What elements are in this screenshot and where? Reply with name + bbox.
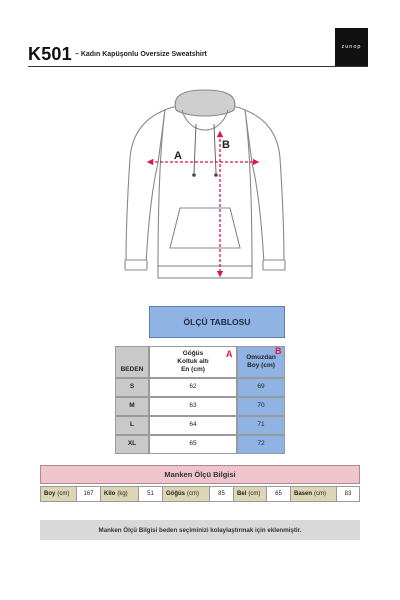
label-text: Göğüs [166, 491, 185, 497]
brand-logo: zunop [335, 28, 368, 66]
table-row [115, 397, 285, 416]
size-table-title: ÖLÇÜ TABLOSU [149, 306, 285, 338]
manken-label-kilo [101, 487, 139, 501]
chest-cell: 64 [149, 416, 237, 435]
manken-title: Manken Ölçü Bilgisi [40, 465, 360, 484]
hoodie-illustration [110, 88, 300, 298]
table-row [115, 416, 285, 435]
col-b-tag: B [275, 346, 282, 356]
page-header [28, 44, 368, 66]
label-text: Basen [294, 491, 313, 497]
label-text: Kilo [104, 491, 116, 497]
hoodie-drawing [110, 88, 300, 298]
label-text: Bel [237, 491, 247, 497]
col-b-line1: Omuzdan [246, 353, 276, 361]
chest-cell: 62 [149, 378, 237, 397]
header-divider [28, 66, 368, 67]
manken-value-boy: 167 [77, 487, 101, 501]
size-cell: XL [115, 435, 149, 454]
label-b: B [222, 139, 230, 151]
col-a-tag: A [226, 349, 233, 359]
unit-text: (kg) [117, 491, 128, 497]
length-cell: 70 [237, 397, 285, 416]
length-cell: 72 [237, 435, 285, 454]
col-a-line3: En (cm) [181, 366, 205, 374]
col-a-header [149, 346, 237, 378]
product-code: K501 [28, 44, 72, 64]
length-cell: 69 [237, 378, 285, 397]
manken-row [40, 486, 360, 502]
manken-label-basen [291, 487, 337, 501]
manken-value-gogus: 85 [210, 487, 234, 501]
size-cell: S [115, 378, 149, 397]
manken-label-bel [234, 487, 267, 501]
unit-text: (cm) [57, 491, 70, 497]
table-row [115, 378, 285, 397]
unit-text: (cm) [314, 491, 327, 497]
unit-text: (cm) [187, 491, 199, 497]
chest-cell: 63 [149, 397, 237, 416]
length-cell: 71 [237, 416, 285, 435]
product-subtitle: – Kadın Kapüşonlu Oversize Sweatshirt [75, 51, 207, 58]
label-text: Boy [44, 491, 56, 497]
manken-value-kilo: 51 [139, 487, 163, 501]
size-table-body [115, 378, 285, 454]
beden-header: BEDEN [115, 346, 149, 378]
manken-label-gogus [163, 487, 210, 501]
size-cell: M [115, 397, 149, 416]
manken-value-bel: 65 [267, 487, 291, 501]
size-cell: L [115, 416, 149, 435]
table-row [115, 435, 285, 454]
label-a: A [174, 150, 182, 162]
footer-note: Manken Ölçü Bilgisi beden seçiminizi kolaylaştırmak için eklenmiştir. [40, 520, 360, 540]
manken-value-basen: 83 [337, 487, 359, 501]
col-a-line2: Koltuk altı [177, 357, 209, 365]
col-b-line2: Boy (cm) [247, 362, 275, 369]
unit-text: (cm) [248, 491, 261, 497]
manken-label-boy [41, 487, 77, 501]
col-a-line1: Göğüs [182, 349, 204, 357]
chest-cell: 65 [149, 435, 237, 454]
